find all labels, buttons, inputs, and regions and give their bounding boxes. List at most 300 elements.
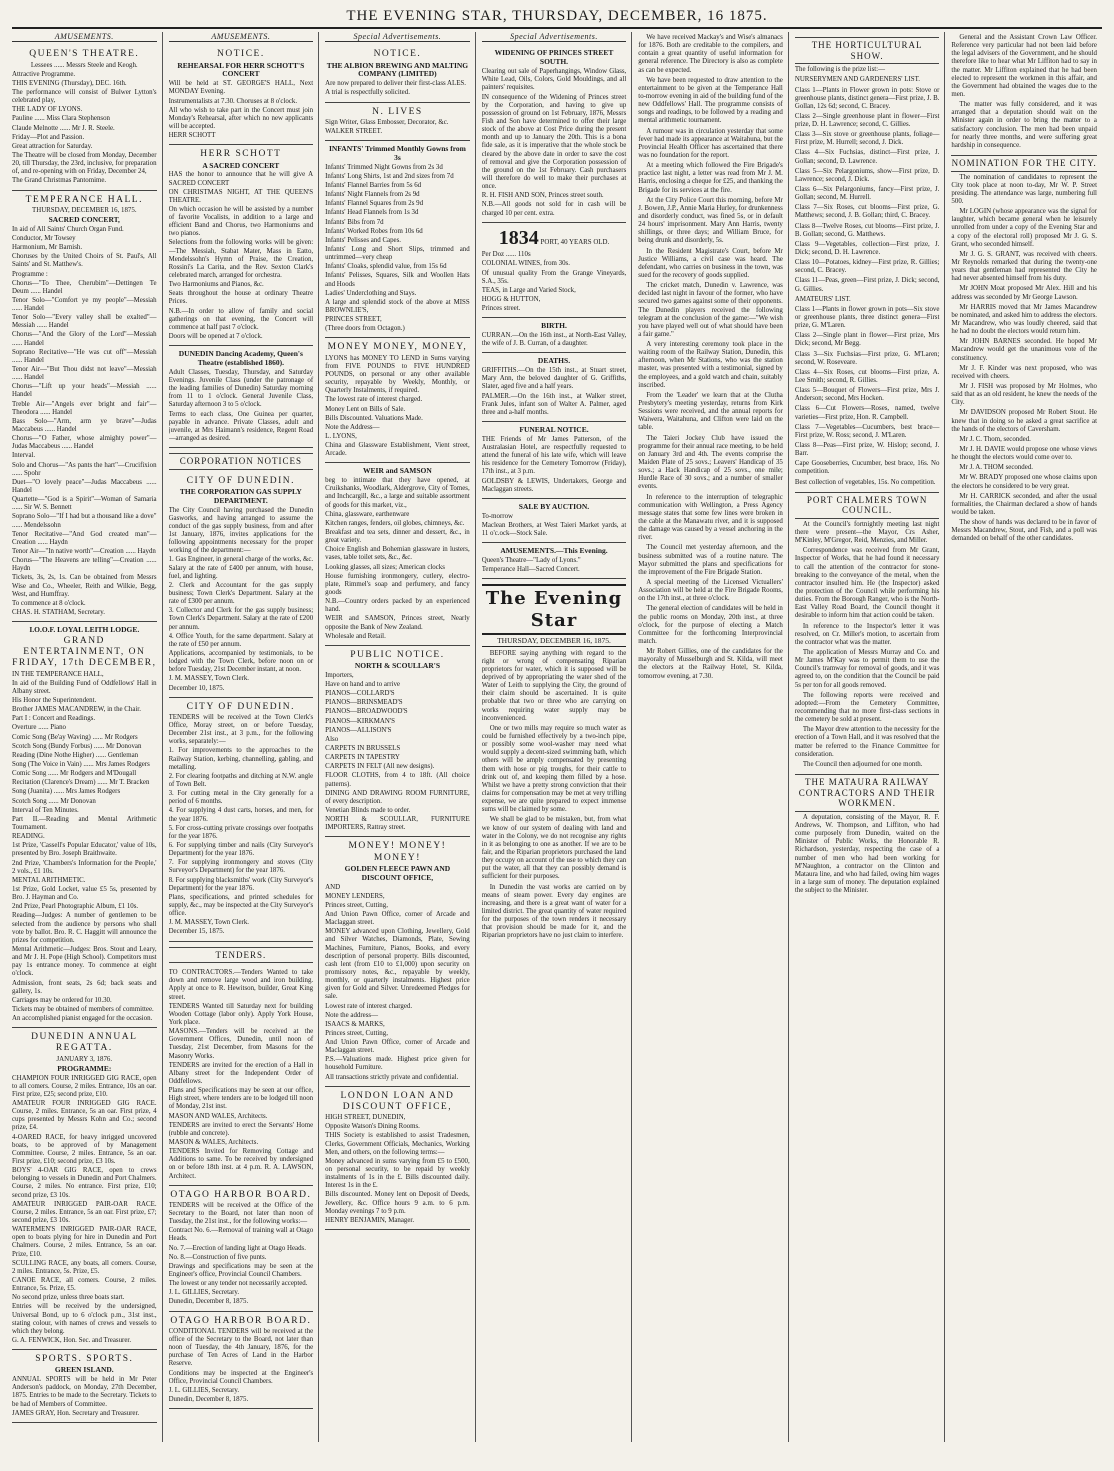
text-line: Brother JAMES MACANDREW, in the Chair. [12, 706, 141, 714]
ad-title: MONEY MONEY, MONEY, [327, 342, 468, 353]
text-line: Wholesale and Retail. [325, 632, 386, 640]
text-line: The Theatre will be closed from Monday, December 20, till Thursday, the 23rd, inclusive, for preparation of, and re-opening with on Friday, December 24, [12, 152, 157, 176]
text-line: Mr J. F. Kinder was next proposed, who was received with cheers. [951, 364, 1097, 380]
text-line: WATERMEN'S INRIGGED PAIR-OAR RACE, open to boats plying for hire in Dunedin and Port Chalmers. Course, 2 miles. Entrance, 5s an oar. Prize, £10. [12, 1226, 157, 1258]
dateline: THURSDAY, DECEMBER 16, 1875. [482, 637, 627, 647]
text-line: Class 8—Twelve Roses, cut blooms—First prize, J. B. Gollan; second, G. Matthews. [794, 222, 940, 238]
text-line: 4. Office Youth, for the same department. Salary at the rate of £50 per annum. [168, 632, 314, 648]
horticultural-title: THE HORTICULTURAL SHOW. [795, 37, 940, 64]
text-line: Class 8—Peas—First prize, W. Hislop; second, J. Barr. [794, 441, 940, 458]
text-line: J. L. GILLIES, Secretary. [168, 1386, 240, 1394]
text-line: Terms to each class, One Guinea per quarter, payable in advance. Private Classes, adult and juvenile, at Mrs Haimann's residence, Regent Road—arranged as desired. [168, 410, 314, 442]
text-line: No. 7.—Erection of landing light at Otago Heads. [168, 1244, 306, 1252]
text-line: THE Friends of Mr James Patterson, of the Australasian Hotel, are respectfully requested to attend the funeral of his late wife, which will leave his residence for the Cemetery Tomorrow (Friday), 17th inst., at 3 p.m. [481, 435, 627, 476]
text-line: 1. For improvements to the approaches to the Railway Station, kerbing, channelling, gabling, and metalling. [168, 747, 314, 771]
text-line: At a meeting which followed the Fire Brigade's practice last night, a letter was read from Mr J. M. Harris, enclosing a cheque for £25, and thanking the Brigade for its services at the fire. [638, 162, 783, 194]
ad-title: PUBLIC NOTICE. [350, 649, 445, 660]
text-line: Infants' Night Flannels from 2s 9d [325, 191, 420, 199]
text-line: We shall be glad to be mistaken, but, from what we know of our system of dealing with land and water in the Colony, we do not recognise any rights in it as belonging to one as another. If we are to be fair, and the Riparian proprietors purchased the land they occupy on account of the use to which they can put the water, all that they can possibly demand is sufficient for their purposes. [481, 816, 627, 881]
text-line: Great attraction for Saturday. [12, 142, 93, 150]
text-line: The cricket match, Dunedin v. Lawrence, was decided last night in favour of the former, who have secured two games against some of their opponents. The Dunedin players received the following telegram at the conclusion of the game:—"We wish you have played well out of what should have been a fair game." [638, 282, 783, 338]
text-line: ANNUAL SPORTS will be held in Mr Peter Anderson's paddock, on Monday, 27th December, 1875. Entries to be made to the Secretary. Tickets to be had of Members of Committee. [12, 1376, 157, 1408]
text-line: Conductor, Mr Towsey [12, 234, 76, 242]
ad-subtitle: A SACRED CONCERT [202, 160, 280, 170]
column-3-header: Special Advertisements. [325, 32, 470, 42]
column-1 [12, 32, 163, 1442]
text-line: Instrumentalists at 7.30. Choruses at 8 o'clock. [168, 97, 298, 105]
text-line: CARPETS IN FELT (All new designs). [325, 763, 435, 771]
text-line: Mr J. FISH was proposed by Mr Holmes, who said that as an old resident, he knew the needs of the City. [951, 382, 1097, 407]
text-line: Conditions may be inspected at the Engineer's Office, Provincial Council Chambers. [168, 1369, 314, 1385]
text-line: Friday—Plot and Passion. [12, 133, 85, 141]
north-scoullar-ad [325, 646, 470, 838]
text-line: MASON & WALES, Architects. [168, 1139, 259, 1146]
text-line: Dunedin, December 8, 1875. [168, 1395, 249, 1403]
text-line: THIS EVENING (Thursday), DEC. 16th. [12, 79, 127, 87]
corporation-header: CORPORATION NOTICES [169, 453, 314, 470]
text-line: A rumour was in circulation yesterday that some fever had made its appearance at Waitahuna, but the Provincial Health Officer has ascertained that there was no foundation for the report. [638, 127, 783, 159]
text-line: Correspondence was received from Mr Grant, Inspector of Works, that he had found it necessary to call the attention of the contractor for stone-breaking to the conveyance of the metal, when the contractor insulted him. He (the Inspector) asked the protection of the Council while performing his duties. From the Borough Ranger, who is the North-East Valley Road Board, the Council thought it desirable to inform him that action could be taken. [794, 547, 940, 620]
text-line: The nomination of candidates to represent the City took place at noon to-day, Mr W. P. Street presiding. The attendance was large, numbering full 500. [951, 173, 1097, 205]
text-line: In the Resident Magistrate's Court, before Mr Justice Williams, a civil case was heard. The defendant, who carries on business in the town, was sued for the recovery of goods supplied. [638, 247, 783, 279]
ad-lines [482, 332, 627, 348]
text-line: All transactions strictly private and confidential. [325, 1073, 459, 1081]
text-line: TENDERS are invited for the erection of a Hall in Albany street for the Independent Order of Oddfellows. [168, 1061, 314, 1086]
text-line: Tenor Solo—"Every valley shall be exalted"—Messiah ...... Handel [12, 314, 157, 330]
text-line: N.B.—Country orders packed by an experienced hand. [325, 598, 470, 614]
text-line: We have been requested to draw attention to the entertainment to be given at the Temperance Hall to-morrow evening in aid of the building fund of the new Oddfellows' Hall. The programme consists of songs and readings, to be followed by a reading and mental arithmetic tournament. [638, 76, 783, 125]
text-line: Are now prepared to deliver their first-class ALES. [325, 80, 466, 88]
nomination-title: NOMINATION FOR THE CITY. [951, 155, 1097, 172]
text-line: 4-OARED RACE, for heavy inrigged uncovered boats, to be approved of by Management Committee. Course, 2 miles. Entrance, 5s an oar. First prize, £10; second prize, £3 10s. [12, 1133, 157, 1165]
text-line: IN consequence of the Widening of Princes street by the Corporation, and having to give up possession of ground on 1st February, 1876, Messrs Fish and Son have determined to offer their large stock of the above at Cost Price during the present month and up to January the 20th. This is a bona fide sale, as it is imperative that the whole stock be cleared by the above date in order to save the cost of removal and give the Corporation possession of the ground on the 1st February. Cash purchasers will therefore do well to make their purchases at once. [481, 93, 627, 191]
text-line: Class 3—Six stove or greenhouse plants, foliage—First prize, M. Hurrell; second, J. Dick. [794, 131, 940, 147]
text-line: The City Council having purchased the Dunedin Gasworks, and having arranged to assume the conduct of the gas supply business, from and after 1st January, 1876, invites applications for the following appointments necessary for the proper working of the department:— [168, 506, 314, 555]
column-2-header: AMUSEMENTS. [169, 32, 314, 42]
text-line: ISAACS & MARKS, [325, 1020, 385, 1028]
text-line: READING. [12, 833, 45, 841]
text-line: Bills Discounted. Valuations Made. [325, 414, 423, 422]
column-7 [951, 32, 1102, 1442]
text-line: Recitation (Clarence's Dream) ...... Mr T. Bracken [12, 779, 150, 787]
text-line: Lowest rate of interest charged. [325, 1002, 413, 1010]
text-line: 3. Collector and Clerk for the gas supply business; Town Clerk's Department. Salary at the rate of £200 per annum. [168, 607, 314, 631]
text-line: The Taieri Jockey Club have issued the programme for their annual race meeting, to be held on January 3rd and 4th. The events comprise the Maiden Plate of 25 sovs.; Leavers' Handicap of 35 sovs.; a Hack Handicap of 25 sovs., one mile; Hurdle Race of 30 sovs.; and a number of smaller events. [638, 434, 783, 491]
text-line: Looking glasses, all sizes; American clocks [325, 563, 445, 571]
horticultural-list [795, 66, 940, 486]
text-line: FLOOR CLOTHS, from 4 to 18ft. (All choice patterns). [325, 772, 470, 788]
text-line: NORTH & SCOULLAR, FURNITURE IMPORTERS, Rattray street. [325, 816, 470, 832]
london-loan-ad [325, 1087, 470, 1230]
text-line: LYONS has MONEY TO LEND in Sums varying from FIVE POUNDS to FIVE HUNDRED POUNDS, on personal or any other available security, repayable by Weekly, Monthly, or Quarterly Instalments, if required. [325, 354, 470, 395]
text-line: Duet—"O lovely peace"—Judas Maccabeus ...... Handel [12, 478, 157, 495]
ad-title: FUNERAL NOTICE. [519, 425, 589, 435]
text-line: HERR SCHOTT [168, 132, 216, 140]
ad-lines [482, 251, 627, 313]
text-line: No. 8.—Construction of five punts. [168, 1253, 267, 1261]
text-line: Comic Song (Be'ay Waving) ...... Mr Rodgers [12, 733, 138, 741]
text-line: From the 'Leader' we learn that at the Clutha Presbytery's meeting yesterday, returns from Kirk Sessions were received, and the annual reports for Waiwera, Waitahuna, and Clifton were laid on the table. [638, 391, 783, 432]
ad-title: WEIR and SAMSON [363, 466, 432, 476]
ad-title: CITY OF DUNEDIN. [186, 701, 296, 712]
ad-year: 1834 [498, 226, 539, 249]
lives-ad [325, 103, 470, 141]
text-line: A very interesting ceremony took place in the waiting room of the Railway Station, Dunedin, this afternoon, when Mr Stations, who was the station master, was presented with a testimonial, signed by the employees, and a gold watch and chain, suitably inscribed. [638, 341, 783, 389]
sale-by-auction [482, 499, 627, 543]
tenders-header: TENDERS. [169, 947, 314, 964]
text-line: Class 4—Six Fuchsias, distinct—First prize, J. Gollan; second, D. Lawrence. [794, 149, 940, 165]
text-line: A special meeting of the Licensed Victuallers' Association will be held at the Fire Brigade Rooms, on the 17th inst., at three o'clock. [638, 579, 783, 603]
text-line: The Council met yesterday afternoon, and the business submitted was of a routine nature. The Mayor submitted the plans and specifications for the improvement of the Fire Brigade Station. [638, 544, 783, 576]
text-line: China and Glassware Establishment, Vient street, Arcade. [325, 442, 470, 458]
ad-lines [169, 369, 314, 443]
text-line: Claude Melnotte ...... Mr J. R. Steele. [12, 124, 115, 132]
text-line: Mr DAVIDSON proposed Mr Robert Stout. He knew that in doing so he asked a great sacrifice at the hands of the electors of Caversham. [951, 409, 1097, 433]
text-line: Per Doz ...... 110s [481, 251, 531, 259]
ad-title-line [482, 227, 627, 251]
temperance-hall-ad [12, 191, 157, 623]
programme-list [12, 280, 157, 574]
text-line: TEAS, in Large and Varied Stock, [481, 286, 576, 294]
text-line: Infants' Flannel Barries from 5s 6d [325, 182, 422, 190]
text-line: The application of Messrs Murray and Co. and Mr James M'Kay was to permit them to use the Council's tramway for removal of goods, and it was agreed to, on the condition that the Council be paid 5s per ton for all goods removed. [794, 649, 940, 689]
text-line: Queen's Theatre—"Lady of Lyons." [481, 556, 581, 564]
harbor-board-ad-2 [169, 1312, 314, 1409]
text-line: The general election of candidates will be held in the public rooms on Monday, 20th inst., at three o'clock, for the purpose of electing a Match Committee for the forthcoming Interprovincial match. [638, 605, 783, 645]
ad-lines [325, 355, 470, 459]
text-line: Mr W. BRADY proposed one whose claims upon the electors he considered to be very great. [951, 474, 1097, 490]
text-line: Entries will be received by the undersigned, Universal Bond, up to 6 o'clock p.m., 31st inst., stating colour, with names of crews and vessels to which they belong. [12, 1303, 157, 1335]
text-line: AMATEUR FOUR INRIGGED GIG RACE. Course, 2 miles. Entrance, 5s an oar. First prize, 4 cups presented by Messrs Kohn and Co.; second prize, £4. [12, 1100, 157, 1132]
text-line: Reading (Dine Nothe Higher) ...... Gentleman [12, 751, 139, 759]
text-line: On which occasion he will be assisted by a number of favorite Vocalists, in addition to a large and efficient Band and Chorus, two Harmoniums and two pianos. [168, 205, 314, 238]
text-line: HIGH STREET, DUNEDIN, [325, 1114, 406, 1122]
sports-ad [12, 1350, 157, 1423]
text-line: Infants' Cloaks, splendid value, from 15s 6d [325, 263, 447, 271]
column-5 [638, 32, 789, 1442]
text-line: 2. For clearing footpaths and ditching at N.W. angle of Town Belt. [168, 772, 314, 789]
text-line: Tenor Air—"In native worth"—Creation ...... Haydn [12, 548, 156, 555]
text-line: And Union Pawn Office, corner of Arcade and Maclaggan street. [325, 910, 470, 927]
text-line: CANOE RACE, all comers. Course, 2 miles. Entrance, 5s. Prize, £5. [12, 1276, 157, 1293]
text-line: Class 2—Single greenhouse plant in flower—First prize, D. H. Lawrence; second, C. Gillies. [794, 112, 940, 129]
harbor-board-ad-1 [169, 1186, 314, 1312]
ad-lines [325, 119, 470, 136]
ad-lines [12, 226, 157, 279]
text-line: Comic Song ...... Mr Rodgers and M'Dougall [12, 770, 137, 778]
ad-title: CITY OF DUNEDIN. [186, 475, 296, 486]
dancing-academy-ad [169, 346, 314, 448]
text-line: TO CONTRACTORS.—Tenders Wanted to take down and remove large wood and iron building. Apply at once to R. Hewitson, builder, Great King street. [168, 969, 314, 1001]
text-line: Soprano Solo—"If I had but a thousand like a dove" ...... Mendelssohn [12, 513, 157, 529]
editorial-body [482, 650, 627, 941]
text-line: CARPETS IN BRUSSELS [325, 745, 401, 753]
text-line: Infants' Long Shirts, 1st and 2nd sizes from 7d [325, 172, 454, 180]
text-line: TENDERS will be received at the Town Clerk's Office, Moray street, on or before Tuesday, December 21st inst., at 3 p.m., for the following works, separately:— [168, 713, 314, 746]
text-line: CHAS. H. STATHAM, Secretary. [12, 608, 105, 616]
text-line: Quartette—"God is a Spirit"—Woman of Samaria ...... Sir W. S. Bennett [12, 496, 157, 512]
ad-lines [325, 80, 470, 97]
weir-samson-ad [325, 463, 470, 646]
ad-lines [169, 171, 314, 341]
text-line: PIANOS—BRINSMEAD'S [325, 699, 403, 707]
text-line: PRINCES STREET, [325, 316, 382, 324]
text-line: Tickets may be obtained of members of committee. [12, 1005, 154, 1013]
ad-footer [12, 574, 157, 617]
columns [12, 32, 1102, 1442]
text-line: Best collection of vegetables, 15s. No competition. [794, 478, 936, 486]
text-line: Will be held at ST. GEORGE'S HALL, Next MONDAY Evening. [168, 80, 314, 96]
ad-title: NOTICE. [217, 49, 265, 60]
sacred-concert-ad [169, 145, 314, 346]
ad-lines [169, 1202, 314, 1307]
text-line: Princes street, Cutting, [325, 1029, 388, 1037]
text-line: Interval. [12, 452, 36, 460]
text-line: Money advanced in sums varying from £5 to £500, on personal security, to be repaid by weekly instalments of 1s in the £. Bills discounted daily. Interest 1s in the £. [325, 1157, 470, 1190]
text-line: R. H. FISH AND SON, Princes street south. [481, 192, 604, 200]
text-line: PIANOS—BROADWOOD'S [325, 708, 408, 716]
ad-title: NOTICE. [373, 49, 422, 60]
text-line: Carriages may be ordered for 10.30. [12, 996, 112, 1004]
text-line: Infants' Flannel Squares from 2s 9d [325, 200, 424, 208]
ad-title: OTAGO HARBOR BOARD. [170, 1315, 312, 1326]
text-line: Mr Robert Gillies, one of the candidates for the mayoralty of Musselburgh and St. Kilda, will meet the electors at the Railway Hotel, St. Kilda, tomorrow evening, at 7.30. [638, 648, 783, 680]
ad-lines [169, 714, 314, 937]
text-line: Class 10—Potatoes, kidney—First prize, R. Gillies; second, C. Bracey. [794, 259, 940, 275]
ad-lines [325, 1114, 470, 1225]
text-line: N.B.—In order to allow of family and social gatherings on that evening, the Concert will commence at half past 7 o'clock. [168, 307, 314, 331]
text-line: PIANOS—KIRKMAN'S [325, 717, 395, 725]
ad-lines [169, 969, 314, 1181]
ad-subtitle: REHEARSAL FOR HERR SCHOTT'S CONCERT [177, 60, 305, 79]
port-chalmers-title: PORT CHALMERS TOWN COUNCIL. [795, 492, 940, 519]
ad-lines [325, 672, 470, 833]
text-line: Chorus—"Lift up your heads"—Messiah ...... Handel [12, 383, 157, 399]
text-line: Note the address— [325, 1011, 378, 1019]
text-line: Mr J. G. S. GRANT, was received with cheers. Mr Reynolds remarked that during the twenty-one years that gentleman had represented the City he had never absented himself from his duty. [951, 250, 1097, 283]
ad-subtitle: GRAND ENTERTAINMENT, ON FRIDAY, 17th DECEMBER, [12, 635, 157, 669]
text-line: All who wish to take part in the Concert must join Monday's Rehearsal, after which no new applicants will be accepted. [168, 106, 314, 131]
text-line: Temperance Hall—Sacred Concert. [481, 566, 580, 574]
mataura-title: THE MATAURA RAILWAY CONTRACTORS AND THEIR WORKMEN. [795, 774, 940, 812]
column-3 [325, 32, 476, 1442]
text-line: Mr J. A. THOM seconded. [959, 464, 1033, 472]
text-line: 1st Prize, Gold Locket, value £5 5s, presented by Bro. J. Hayman and Co. [12, 885, 157, 902]
ad-lines [482, 557, 627, 574]
text-line: Breakfast and tea sets, dinner and dessert, &c., in great variety. [325, 529, 470, 545]
ad-title: AMUSEMENTS.—This Evening. [500, 546, 608, 556]
text-line: The show of hands was declared to be in favor of Messrs Macandrew, Stout, and Fish, and a poll was demanded on behalf of the other candidates. [951, 519, 1097, 543]
text-line: NURSERYMEN AND GARDENERS' LIST. [794, 76, 920, 84]
text-line: Tenor Air—"But Thou didst not leave"—Messiah ...... Handel [12, 366, 157, 382]
column-1-header: AMUSEMENTS. [12, 32, 157, 42]
text-line: P.S.—Valuations made. Highest price given for household Furniture. [325, 1056, 470, 1072]
deaths-notice [482, 353, 627, 422]
text-line: Choice English and Bohemian glassware in lusters, vases, table toilet sets, &c., &c. [325, 546, 470, 562]
text-line: SCULLING RACE, any boats, all comers. Course, 2 miles. Entrance, 5s. Prize, £5. [12, 1259, 157, 1275]
text-line: Programme : [12, 270, 48, 278]
ad-lines [12, 1376, 157, 1418]
city-tenders-ad [169, 698, 314, 942]
ad-title: I.O.O.F. LOYAL LEITH LODGE. [29, 625, 140, 635]
column-2 [169, 32, 320, 1442]
ad-title: N. LIVES [372, 106, 423, 117]
text-line: THE LADY OF LYONS. [12, 106, 83, 114]
ad-lines [169, 80, 314, 140]
mataura-body [795, 814, 940, 895]
text-line: Infants' Pelisses, Squares, Silk and Woollen Hats and Hoods [325, 272, 470, 288]
lyons-money-ad [325, 338, 470, 463]
text-line: Two Harmoniums and Pianos, &c. [168, 281, 264, 289]
text-line: MENTAL ARITHMETIC. [12, 876, 86, 884]
ad-lines [482, 68, 627, 218]
text-line: TENDERS Invited for Removing Cottage and Additions to same. To be received by undersigned on or before 18th inst. at 4 p.m. R. A. LAWSON, Architect. [168, 1148, 314, 1180]
ad-subtitle: SACRED CONCERT, [48, 214, 120, 224]
text-line: We have received Mackay's and Wise's almanacs for 1876. Both are creditable to the compilers, and contain a great quantity of useful information for general reference. The Directory is also as complete as can be expected. [638, 34, 783, 74]
text-line: MASONS.—Tenders will be received at the Government Offices, Dunedin, until noon of Tuesday, 21st December, from Masons for the Masonry Works. [168, 1028, 314, 1060]
text-line: Infants' Head Flannels from 1s 3d [325, 209, 419, 217]
text-line: WEIR and SAMSON, Princes street, Nearly opposite the Bank of New Zealand. [325, 615, 470, 631]
albion-brewing-ad [325, 45, 470, 102]
ad-lines [482, 513, 627, 538]
text-line: Opposite Watson's Dining Rooms. [325, 1123, 420, 1131]
ad-lines [482, 367, 627, 417]
text-line: The following is the prize list:— [794, 66, 885, 74]
text-line: Class 2—Single plant in flower—First prize, Mrs Dick; second, Mr Begg. [794, 332, 940, 348]
text-line: Class 1—Plants in Flower grown in pots: Stove or greenhouse plants, distinct genera—First prize, J. B. Gollan, 12s 6d; second, C. Bracey. [794, 86, 940, 110]
text-line: Princes street. [481, 305, 521, 313]
text-line: 4. For supplying 4 dust carts, horses, and men, for the year 1876. [168, 807, 314, 823]
text-line: Song (The Voice in Vain) ...... Mrs James Rodgers [12, 760, 150, 768]
text-line: Class 9—Vegetables, collection—First prize, J. Dick; second, D. H. Lawrence. [794, 240, 940, 257]
text-line: His Honor the Superintendent. [12, 697, 97, 704]
text-line: Choruses by the United Choirs of St. Paul's, All Saints' and St. Matthew's. [12, 253, 157, 269]
ad-subtitle: GOLDEN FLEECE PAWN AND DISCOUNT OFFICE, [344, 863, 451, 882]
ad-title: PORT, 40 YEARS OLD. [540, 238, 610, 246]
text-line: TENDERS are invited to erect the Servants' Home (rubble and concrete). [168, 1121, 314, 1137]
text-line: MONEY LENDERS, [325, 892, 385, 900]
text-line: Interval of Ten Minutes. [12, 806, 79, 814]
text-line: Chorus—"And the Glory of the Lord"—Messiah ...... Handel [12, 331, 157, 347]
text-line: PIANOS—COLLARD'S [325, 690, 395, 698]
text-line: At the Council's fortnightly meeting last night there were present—the Mayor, Crs Asher, M'Kinley, M'Gregor, Reid, Menzies, and Miller. [794, 520, 940, 545]
ad-lines [325, 884, 470, 1082]
column-7-body [951, 34, 1097, 150]
text-line: December 15, 1875. [168, 928, 225, 936]
text-line: 2nd Prize, Pearl Photographic Album, £1 10s. [12, 903, 139, 911]
text-line: Class 6—Six Pelargoniums, fancy—First prize, J. Gollan; second, M. Hurrell. [794, 186, 940, 202]
text-line: China, glassware, earthenware [325, 510, 410, 518]
text-line: beg to intimate that they have opened, at Cruikshanks, Woodlark, Aldergrove, City of Tomes, and Inchcargill, &c., a large and suitable assortment of goods for this market, viz., [325, 477, 470, 509]
ad-lines [482, 436, 627, 494]
text-line: Venetian Blinds made to order. [325, 807, 411, 815]
text-line: Class 1—Plants in flower grown in pots—Six stove or greenhouse plants, three distinct genera—First prize, G. M'Laren. [794, 305, 940, 330]
text-line: At the City Police Court this morning, before Mr J. Bowen, J.P., Annie Maria Hurley, for drunkenness and disorderly conduct, was fined 5s, or in default 24 hours' imprisonment. Mary Ann Harris, twenty shillings, or three days; and William Bruce, for being drunk and disorderly, 5s. [638, 196, 783, 245]
text-line: In Dunedin the vast works are carried on by means of steam power. Every day engines are increasing, and there is a great want of water for a limited district. The great quantity of water required for the purposes of the town renders it necessary that provision should be made for it, and the Riparian proprietors have no just claim to interfere. [481, 883, 627, 940]
text-line: Pauline ...... Miss Clara Stephenson [12, 115, 110, 123]
ad-subtitle: THE CORPORATION GAS SUPPLY DEPARTMENT. [179, 486, 302, 505]
text-line: Infants' Worked Robes from 10s 6d [325, 227, 423, 235]
text-line: GRIFFITHS.—On the 15th inst., at Stuart street, Mary Ann, the beloved daughter of G. Griffiths, Slater, aged five and a half years. [481, 367, 627, 391]
ad-title: QUEEN'S THEATRE. [29, 49, 140, 60]
text-line: (Three doors from Octagon.) [325, 325, 405, 333]
text-line: HENRY BENJAMIN, Manager. [325, 1216, 415, 1224]
text-line: J. M. MASSEY, Town Clerk. [168, 919, 249, 927]
text-line: THIS Society is established to assist Tradesmen, Clerks, Government Officials, Mechanics, Working Men, and others, on the following terms:— [325, 1132, 470, 1156]
column-4-header: Special Advertisements. [482, 32, 627, 42]
text-line: The matter was fully considered, and it was arranged that a deputation should wait on the Minister again in order to bring the matter to a satisfactory conclusion. The men had been unpaid for nearly three months, and were suffering great hardship in consequence. [951, 101, 1097, 149]
ad-title: OTAGO HARBOR BOARD. [170, 1189, 312, 1200]
text-line: MONEY advanced upon Clothing, Jewellery, Gold and Silver Watches, Diamonds, Plate, Sewing Machines, Furniture, Pianos, Books, and every description of personal property. Bills discounted, cash lent (from £10 to £1,000) upon security on promissory notes, &c., repayable by weekly, monthly, or quarterly instalments. Highest price given for Gold and Silver. Unredeemed Pledges for sale. [325, 928, 470, 1001]
text-line: Princes street, Cutting, [325, 901, 388, 909]
text-line: PALMER.—On the 16th inst., at Walker street, Frank Jules, infant son of Walter A. Palmer, aged three and a-half months. [481, 392, 627, 416]
text-line: Class 4—Six Roses, cut blooms—First prize, A. Lee Smith; second, R. Gillies. [794, 368, 940, 384]
schott-rehearsal-ad [169, 45, 314, 145]
text-line: Selections from the following works will be given:—The Messiah, Stabat Mater, Mass in Eatto, Mendelssohn's Hymn of Praise, the Creation, Rossini's La Carita, and the Rev. Sexton Clark's celebrated march, arranged for orchestra. [168, 239, 314, 280]
text-line: Soprano Recitative—"He was cut off"—Messiah ...... Handel [12, 348, 157, 364]
text-line: J. L. GILLIES, Secretary. [168, 1289, 240, 1297]
text-line: GOLDSBY & LEWIS, Undertakers, George and Maclaggan streets. [481, 477, 627, 493]
regatta-ad [12, 1028, 157, 1350]
text-line: Treble Air—"Angels ever bright and fair"—Theodora ...... Handel [12, 400, 157, 416]
text-line: G. A. FENWICK, Hon. Sec. and Treasurer. [12, 1336, 132, 1344]
ad-lines [325, 164, 470, 334]
text-line: Solo and Chorus—"As pants the hart"—Crucifixion ...... Spohr [12, 461, 157, 477]
gas-supply-ad [169, 472, 314, 698]
text-line: The lowest or any tender not necessarily accepted. [168, 1280, 308, 1288]
text-line: Mental Arithmetic—Judges: Bros. Stout and Leary, and Mr J. H. Pope (High School). Competitors must pay 1s entrance money. To commence at eight o'clock. [12, 945, 157, 978]
text-line: Infants' Bibs from 7d [325, 218, 384, 226]
ad-date: THURSDAY, DECEMBER 16, 1875. [32, 206, 137, 214]
text-line: Mr HARRIS moved that Mr James Macandrew be nominated, and asked him to address the electors. Mr Macandrew, who was loudly cheered, said that he had no doubt the electors would return him. [951, 303, 1097, 336]
text-line: Plans, specifications, and printed schedules for supply, &c., may be inspected at the City Surveyor's office. [168, 893, 314, 918]
text-line: AMATEUR INRIGGED PAIR-OAR RACE. Course, 2 miles. Entrance, 5s an oar. First prize, £7; second prize, £3 10s. [12, 1200, 157, 1224]
amusements-tonight [482, 543, 627, 579]
text-line: Chorus—"To Thee, Cherubim"—Dettingen Te Deum ...... Handel [12, 279, 157, 295]
text-line: Chorus—"The Heavens are telling"—Creation ...... Haydn [12, 557, 157, 573]
text-line: N.B.—All goods not sold for in cash will be charged 10 per cent. extra. [481, 201, 627, 217]
text-line: Adult Classes, Tuesday, Thursday, and Saturday Evenings. Juvenile Class (under the patronage of the leading families of Dunedin) Saturday morning from 11 to 1 o'clock. General Juvenile Class, Saturday afternoon 3 to 5 o'clock. [168, 368, 314, 409]
text-line: To commence at 8 o'clock. [12, 599, 86, 607]
text-line: Part I : Concert and Readings. [12, 715, 96, 723]
text-line: Contract No. 6.—Removal of training wall at Otago Heads. [168, 1227, 314, 1243]
text-line: One or two mills may require so much water as could be furnished effectively by a two-inch pipe, or possibly some wool-washer may need what would supply a decent-sized swimming bath, which others will be amply compensated by presenting them with hose or pig troughs, for their cattle to drink out of, and keeping them filled by a hose. Whilst we have a pretty strong conviction that their claims for compensation may be met at very trifling expense, we are quite prepared to expect immense sums will be claimed by some. [481, 724, 627, 814]
text-line: Also [325, 735, 339, 743]
text-line: In aid of All Saints' Church Organ Fund. [12, 225, 124, 233]
ad-lines [169, 1328, 314, 1404]
ad-subtitle: NORTH & SCOULLAR'S [354, 661, 440, 671]
column-4 [482, 32, 633, 1442]
text-line: AMATEURS' LIST. [794, 295, 851, 303]
text-line: A trial is respectfully solicited. [325, 89, 410, 97]
ad-title: SALE BY AUCTION. [518, 501, 590, 511]
text-line: Class 7—Six Roses, cut blooms—First prize, G. Matthews; second, J. B. Gollan; third, C. Bracey. [794, 204, 940, 220]
text-line: CURRAN.—On the 16th inst., at North-East Valley, the wife of J. B. Curran, of a daughter. [481, 332, 627, 348]
nomination-body [951, 174, 1097, 544]
births-notice [482, 318, 627, 353]
text-line: HAS the honor to announce that he will give A SACRED CONCERT [168, 171, 314, 187]
ad-lines [12, 71, 157, 186]
text-line: Kitchen ranges, fenders, oil globes, chimneys, &c. [325, 519, 465, 527]
text-line: Infants' Trimmed Night Gowns from 2s 3d [325, 163, 443, 171]
queens-theatre-ad [12, 45, 157, 190]
text-line: Admission, front seats, 2s 6d; back seats and gallery, 1s. [12, 979, 157, 995]
ad-lines [12, 1075, 157, 1346]
deaths-header: DEATHS. [537, 356, 571, 366]
text-line: PIANOS—ALLISON'S [325, 726, 392, 734]
text-line: 5. For cross-cutting private crossings over footpaths for the year 1876. [168, 824, 314, 840]
births-header: BIRTH. [541, 321, 567, 331]
